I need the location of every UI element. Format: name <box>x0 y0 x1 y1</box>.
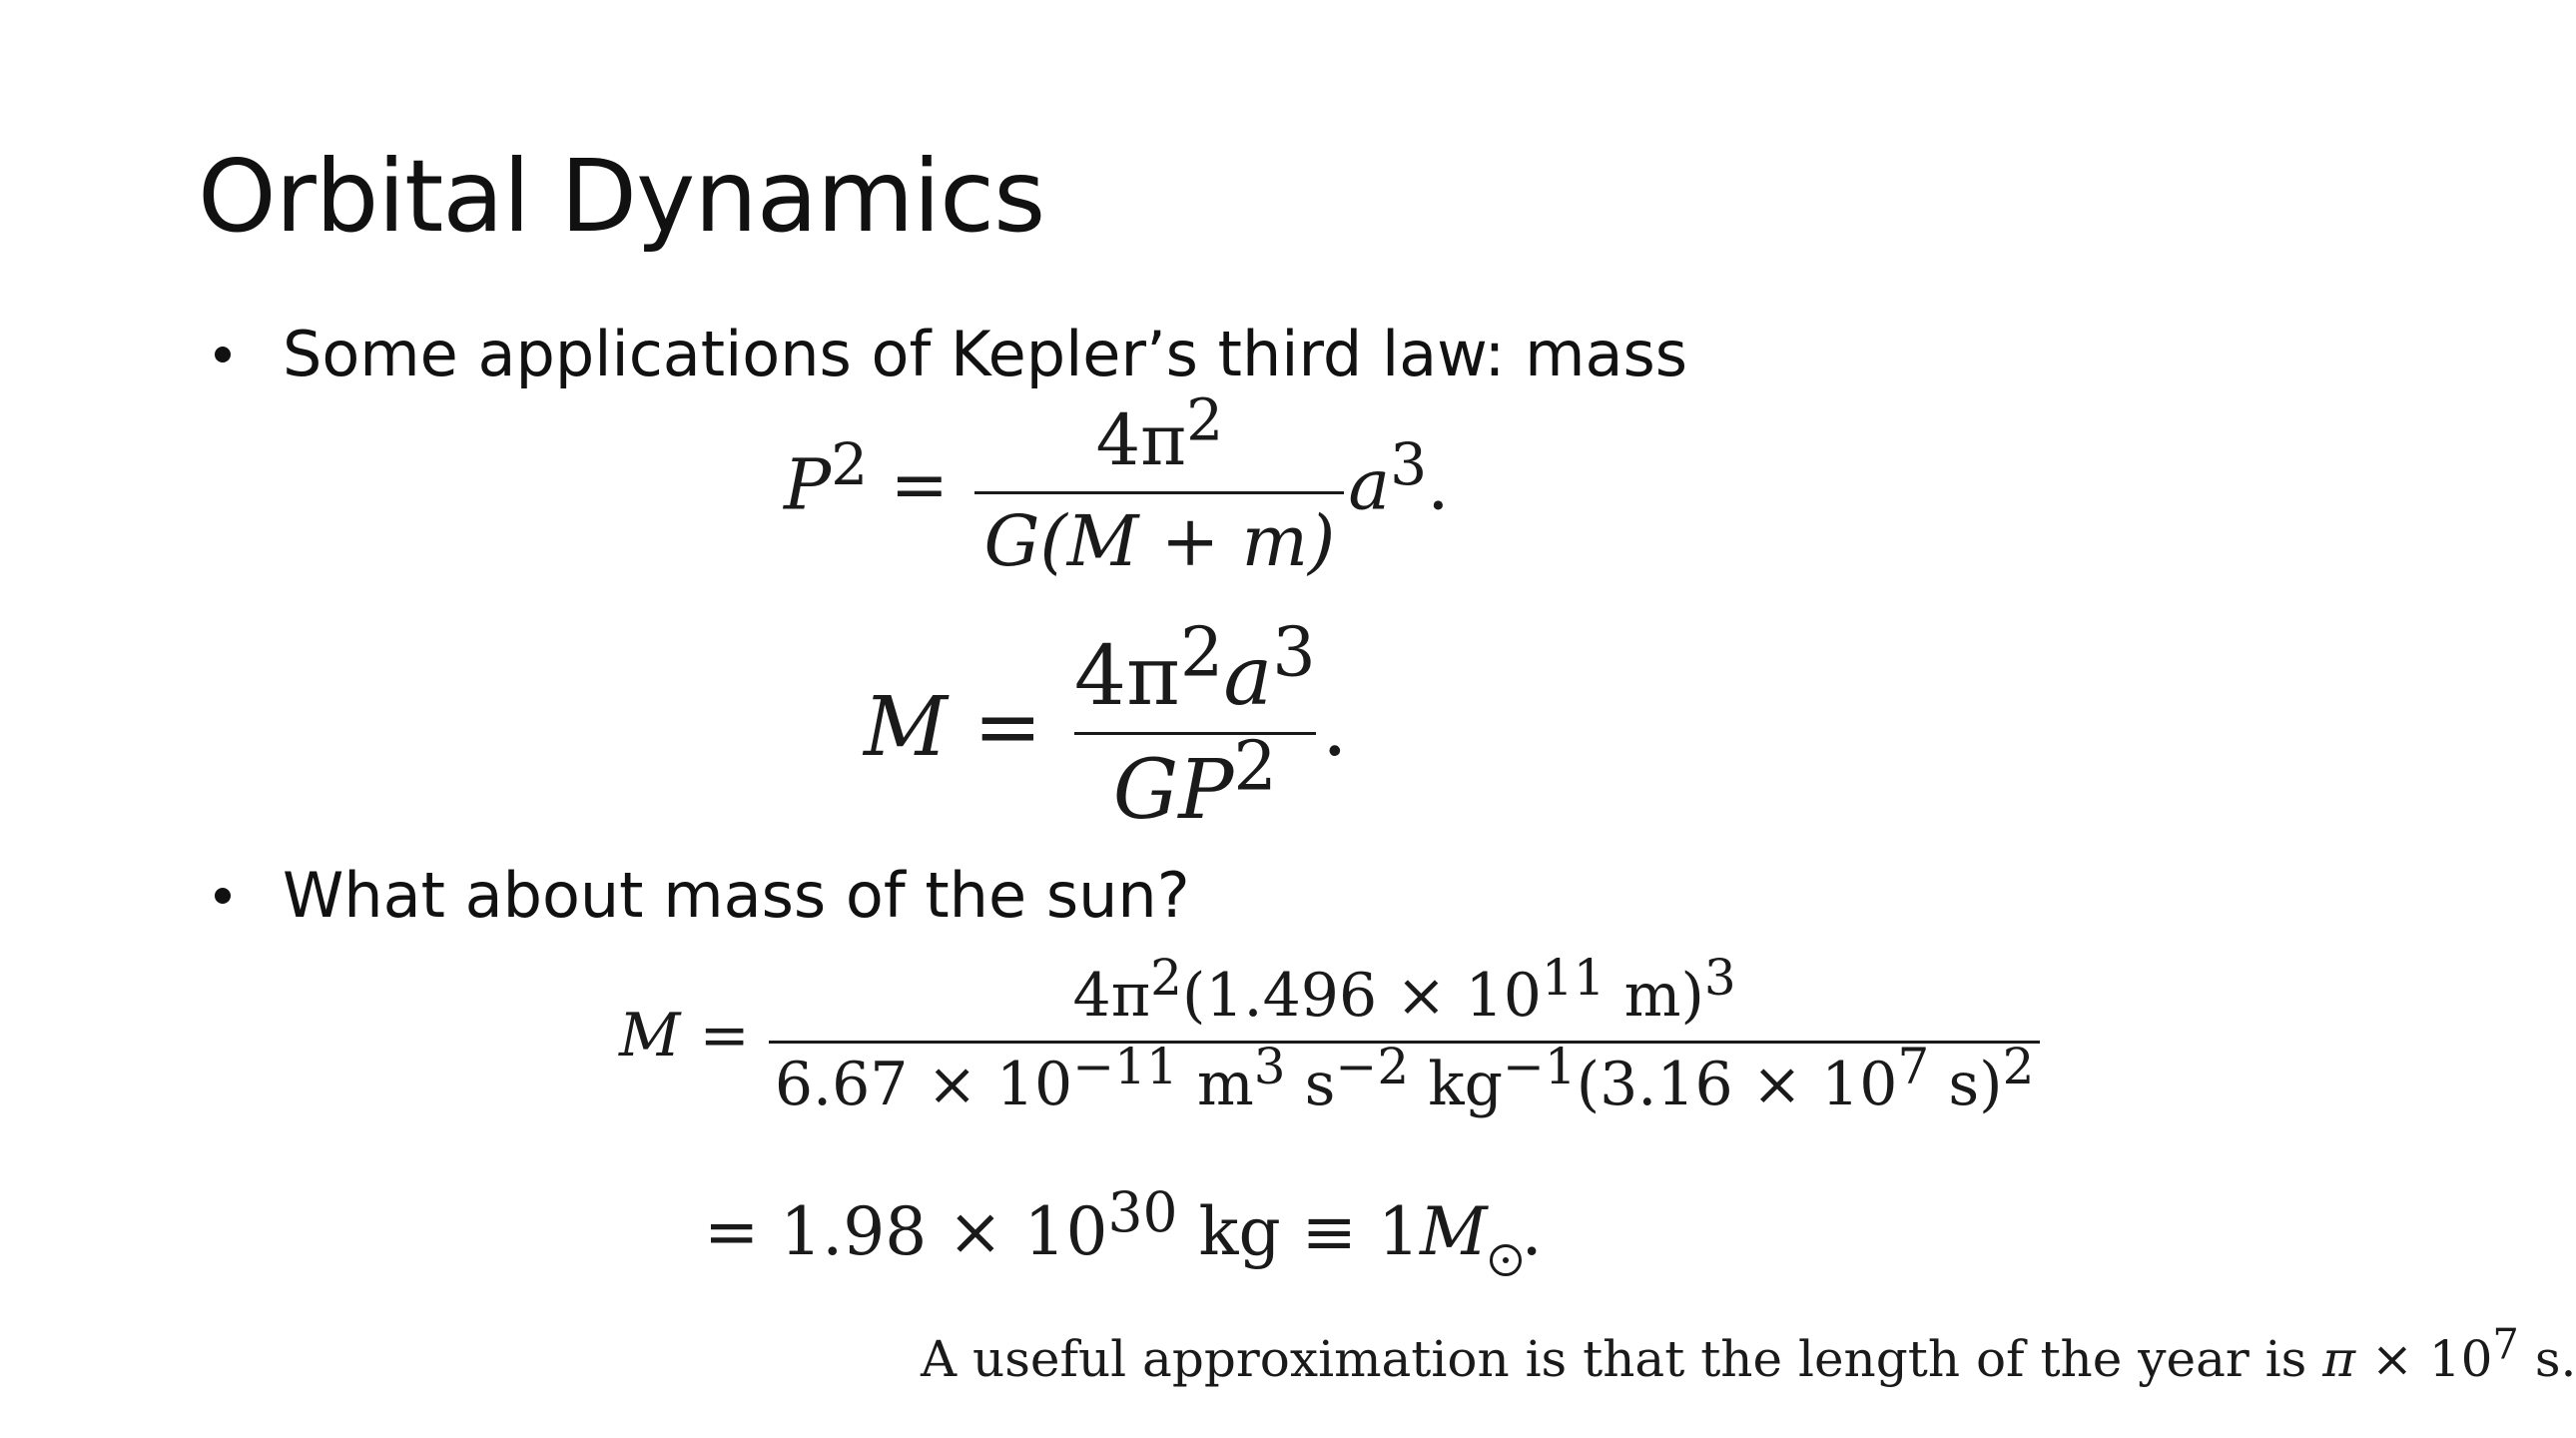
eq3-equals: = <box>699 1001 750 1072</box>
eq3-den-a: 6.67 × 10 <box>774 1050 1073 1119</box>
eq2-lhs: M <box>864 680 948 775</box>
bullet-kepler-mass <box>215 318 1687 390</box>
eq4-mid: kg ≡ 1 <box>1177 1193 1420 1270</box>
bullet-text: Some applications of Kepler’s third law: mass <box>283 318 1688 390</box>
bullet-mass-of-sun <box>215 859 1190 932</box>
eq2-num-b: a <box>1223 629 1273 724</box>
eq3-den-d-exp: −1 <box>1502 1038 1577 1095</box>
equation-sun-mass-result <box>704 1180 1543 1276</box>
equation-sun-mass-substitution <box>619 949 2040 1119</box>
eq3-den-c: s <box>1285 1050 1336 1119</box>
eq1-lhs: P <box>784 443 832 526</box>
equation-mass-solved <box>864 613 1348 838</box>
year-approximation-note <box>921 1319 2576 1388</box>
eq3-den-f-exp: 2 <box>2002 1038 2035 1095</box>
eq2-denominator <box>1074 727 1316 838</box>
eq2-num-a: 4π <box>1073 629 1180 724</box>
eq3-den-c-exp: −2 <box>1335 1038 1410 1095</box>
eq2-den-text: GP <box>1112 743 1234 838</box>
eq3-den-b-exp: 3 <box>1253 1038 1286 1095</box>
bullet-dot-icon <box>215 888 231 904</box>
eq2-end: . <box>1321 680 1348 775</box>
eq3-lhs: M <box>619 1001 681 1072</box>
eq2-den-exp: 2 <box>1233 727 1277 807</box>
bullet-dot-icon <box>215 347 231 362</box>
eq2-equals: = <box>973 680 1042 775</box>
eq3-fraction <box>769 949 2041 1119</box>
eq1-num-text: 4π <box>1095 399 1187 481</box>
eq4-symbol: M <box>1419 1193 1488 1270</box>
eq3-num-mid-exp: 11 <box>1541 949 1606 1007</box>
eq4-prefix: = 1.98 × 10 <box>704 1193 1108 1270</box>
eq1-fraction <box>970 385 1348 582</box>
eq4-end: . <box>1521 1193 1543 1270</box>
eq3-num-pre: 4π <box>1072 961 1151 1031</box>
eq3-num-post: m) <box>1605 961 1704 1031</box>
eq1-rhs-exp: 3 <box>1390 430 1428 499</box>
eq1-num-exp: 2 <box>1186 385 1224 454</box>
eq4-exp: 30 <box>1107 1180 1178 1244</box>
eq3-den-a-exp: −11 <box>1072 1038 1178 1095</box>
eq3-den-f: s) <box>1929 1050 2003 1119</box>
eq3-num-pre-exp: 2 <box>1150 949 1182 1007</box>
sun-symbol-icon <box>1490 1244 1522 1276</box>
eq1-numerator <box>974 385 1344 494</box>
equation-kepler-third-law <box>784 385 1450 582</box>
bullet-text: What about mass of the sun? <box>283 859 1190 932</box>
eq3-den-b: m <box>1177 1050 1254 1119</box>
eq3-den-e: (3.16 × 10 <box>1576 1050 1898 1119</box>
eq3-denominator <box>769 1038 2041 1119</box>
eq1-lhs-exp: 2 <box>831 430 869 499</box>
eq1-end: . <box>1427 443 1450 526</box>
eq1-rhs: a <box>1348 443 1391 526</box>
eq3-numerator <box>769 949 2041 1044</box>
eq3-den-d: kg <box>1409 1050 1503 1119</box>
eq2-num-b-exp: 3 <box>1272 613 1316 693</box>
eq3-num-post-exp: 3 <box>1703 949 1736 1007</box>
slide-title: Orbital Dynamics <box>198 138 1045 255</box>
note-pi: π <box>2322 1330 2356 1388</box>
note-post: × 10 <box>2355 1330 2493 1388</box>
eq3-num-mid: (1.496 × 10 <box>1181 961 1542 1031</box>
note-pre: A useful approximation is that the length of the year is <box>921 1330 2323 1388</box>
note-exp: 7 <box>2492 1319 2519 1369</box>
eq1-denominator: G(M + m) <box>983 500 1336 582</box>
note-tail: s. <box>2518 1330 2576 1388</box>
eq2-fraction <box>1068 613 1322 838</box>
eq2-num-a-exp: 2 <box>1179 613 1224 693</box>
eq2-numerator <box>1073 613 1316 735</box>
eq3-den-e-exp: 7 <box>1897 1038 1930 1095</box>
eq1-equals: = <box>890 443 950 526</box>
